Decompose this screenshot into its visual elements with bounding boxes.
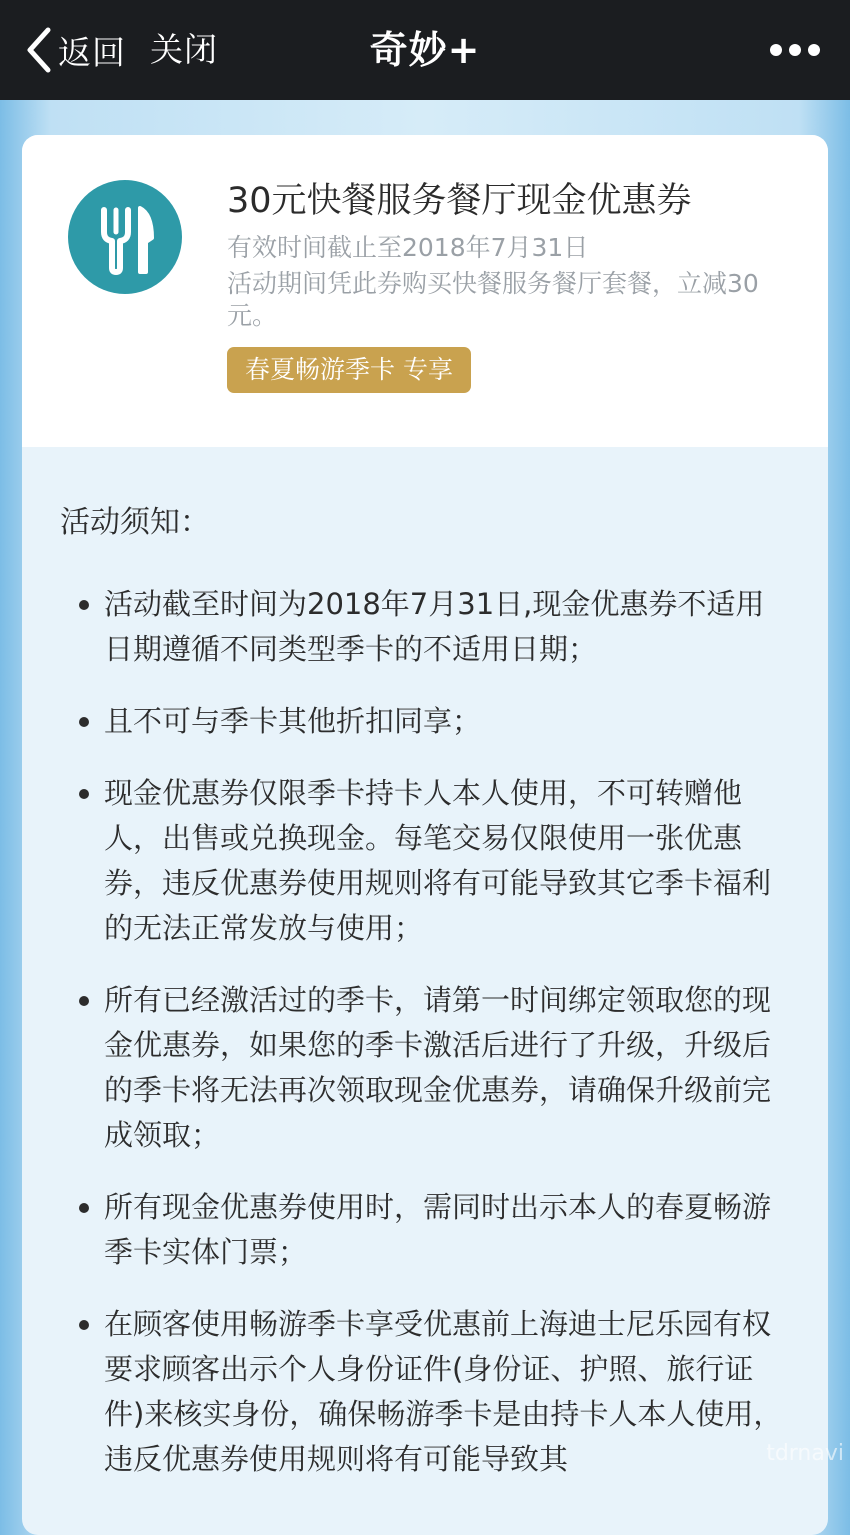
coupon-description: 活动期间凭此券购买快餐服务餐厅套餐，立减30元。 — [227, 269, 759, 330]
bullet-icon — [79, 996, 89, 1006]
bullet-icon — [79, 1203, 89, 1213]
bullet-icon — [79, 600, 89, 610]
page-title: 奇妙+ — [369, 28, 481, 72]
list-item — [22, 699, 784, 744]
note-text: 且不可与季卡其他折扣同享； — [104, 704, 482, 738]
back-label: 返回 — [58, 32, 126, 72]
coupon-expiry: 有效时间截止至2018年7月31日 — [227, 233, 589, 262]
dot — [808, 44, 820, 56]
notes-list — [22, 582, 828, 1509]
coupon-header — [22, 135, 828, 447]
note-text: 所有现金优惠券使用时，需同时出示本人的春夏畅游季卡实体门票； — [104, 1190, 772, 1269]
note-text: 活动截至时间为2018年7月31日,现金优惠券不适用日期遵循不同类型季卡的不适用日期； — [104, 587, 765, 666]
bullet-icon — [79, 717, 89, 727]
list-item — [22, 1302, 784, 1482]
note-text: 现金优惠券仅限季卡持卡人本人使用，不可转赠他人，出售或兑换现金。每笔交易仅限使用一张优惠券，违反优惠券使用规则将有可能导致其它季卡福利的无法正常发放与使用； — [104, 776, 772, 945]
note-text: 所有已经激活过的季卡，请第一时间绑定领取您的现金优惠券，如果您的季卡激活后进行了升级，升级后的季卡将无法再次领取现金优惠券，请确保升级前完成领取； — [104, 983, 772, 1152]
list-item — [22, 978, 784, 1158]
dot — [770, 44, 782, 56]
list-item — [22, 771, 784, 951]
coupon-title: 30元快餐服务餐厅现金优惠券 — [227, 181, 692, 221]
close-button[interactable]: 关闭 — [150, 30, 218, 69]
bullet-icon — [79, 1320, 89, 1330]
notes-heading: 活动须知： — [60, 505, 210, 540]
dot — [789, 44, 801, 56]
note-text: 在顾客使用畅游季卡享受优惠前上海迪士尼乐园有权要求顾客出示个人身份证件(身份证、护照、旅行证件)来核实身份，确保畅游季卡是由持卡人本人使用，违反优惠券使用规则将有可能导致其 — [104, 1307, 783, 1476]
coupon-card — [22, 135, 828, 1535]
exclusive-badge: 春夏畅游季卡 专享 — [227, 347, 471, 393]
list-item — [22, 582, 784, 672]
navigation-bar — [0, 0, 850, 100]
bullet-icon — [79, 789, 89, 799]
watermark: tdrnavi — [766, 1441, 844, 1466]
more-dots-icon[interactable] — [770, 38, 820, 62]
list-item — [22, 1185, 784, 1275]
fork-knife-icon — [68, 180, 182, 294]
